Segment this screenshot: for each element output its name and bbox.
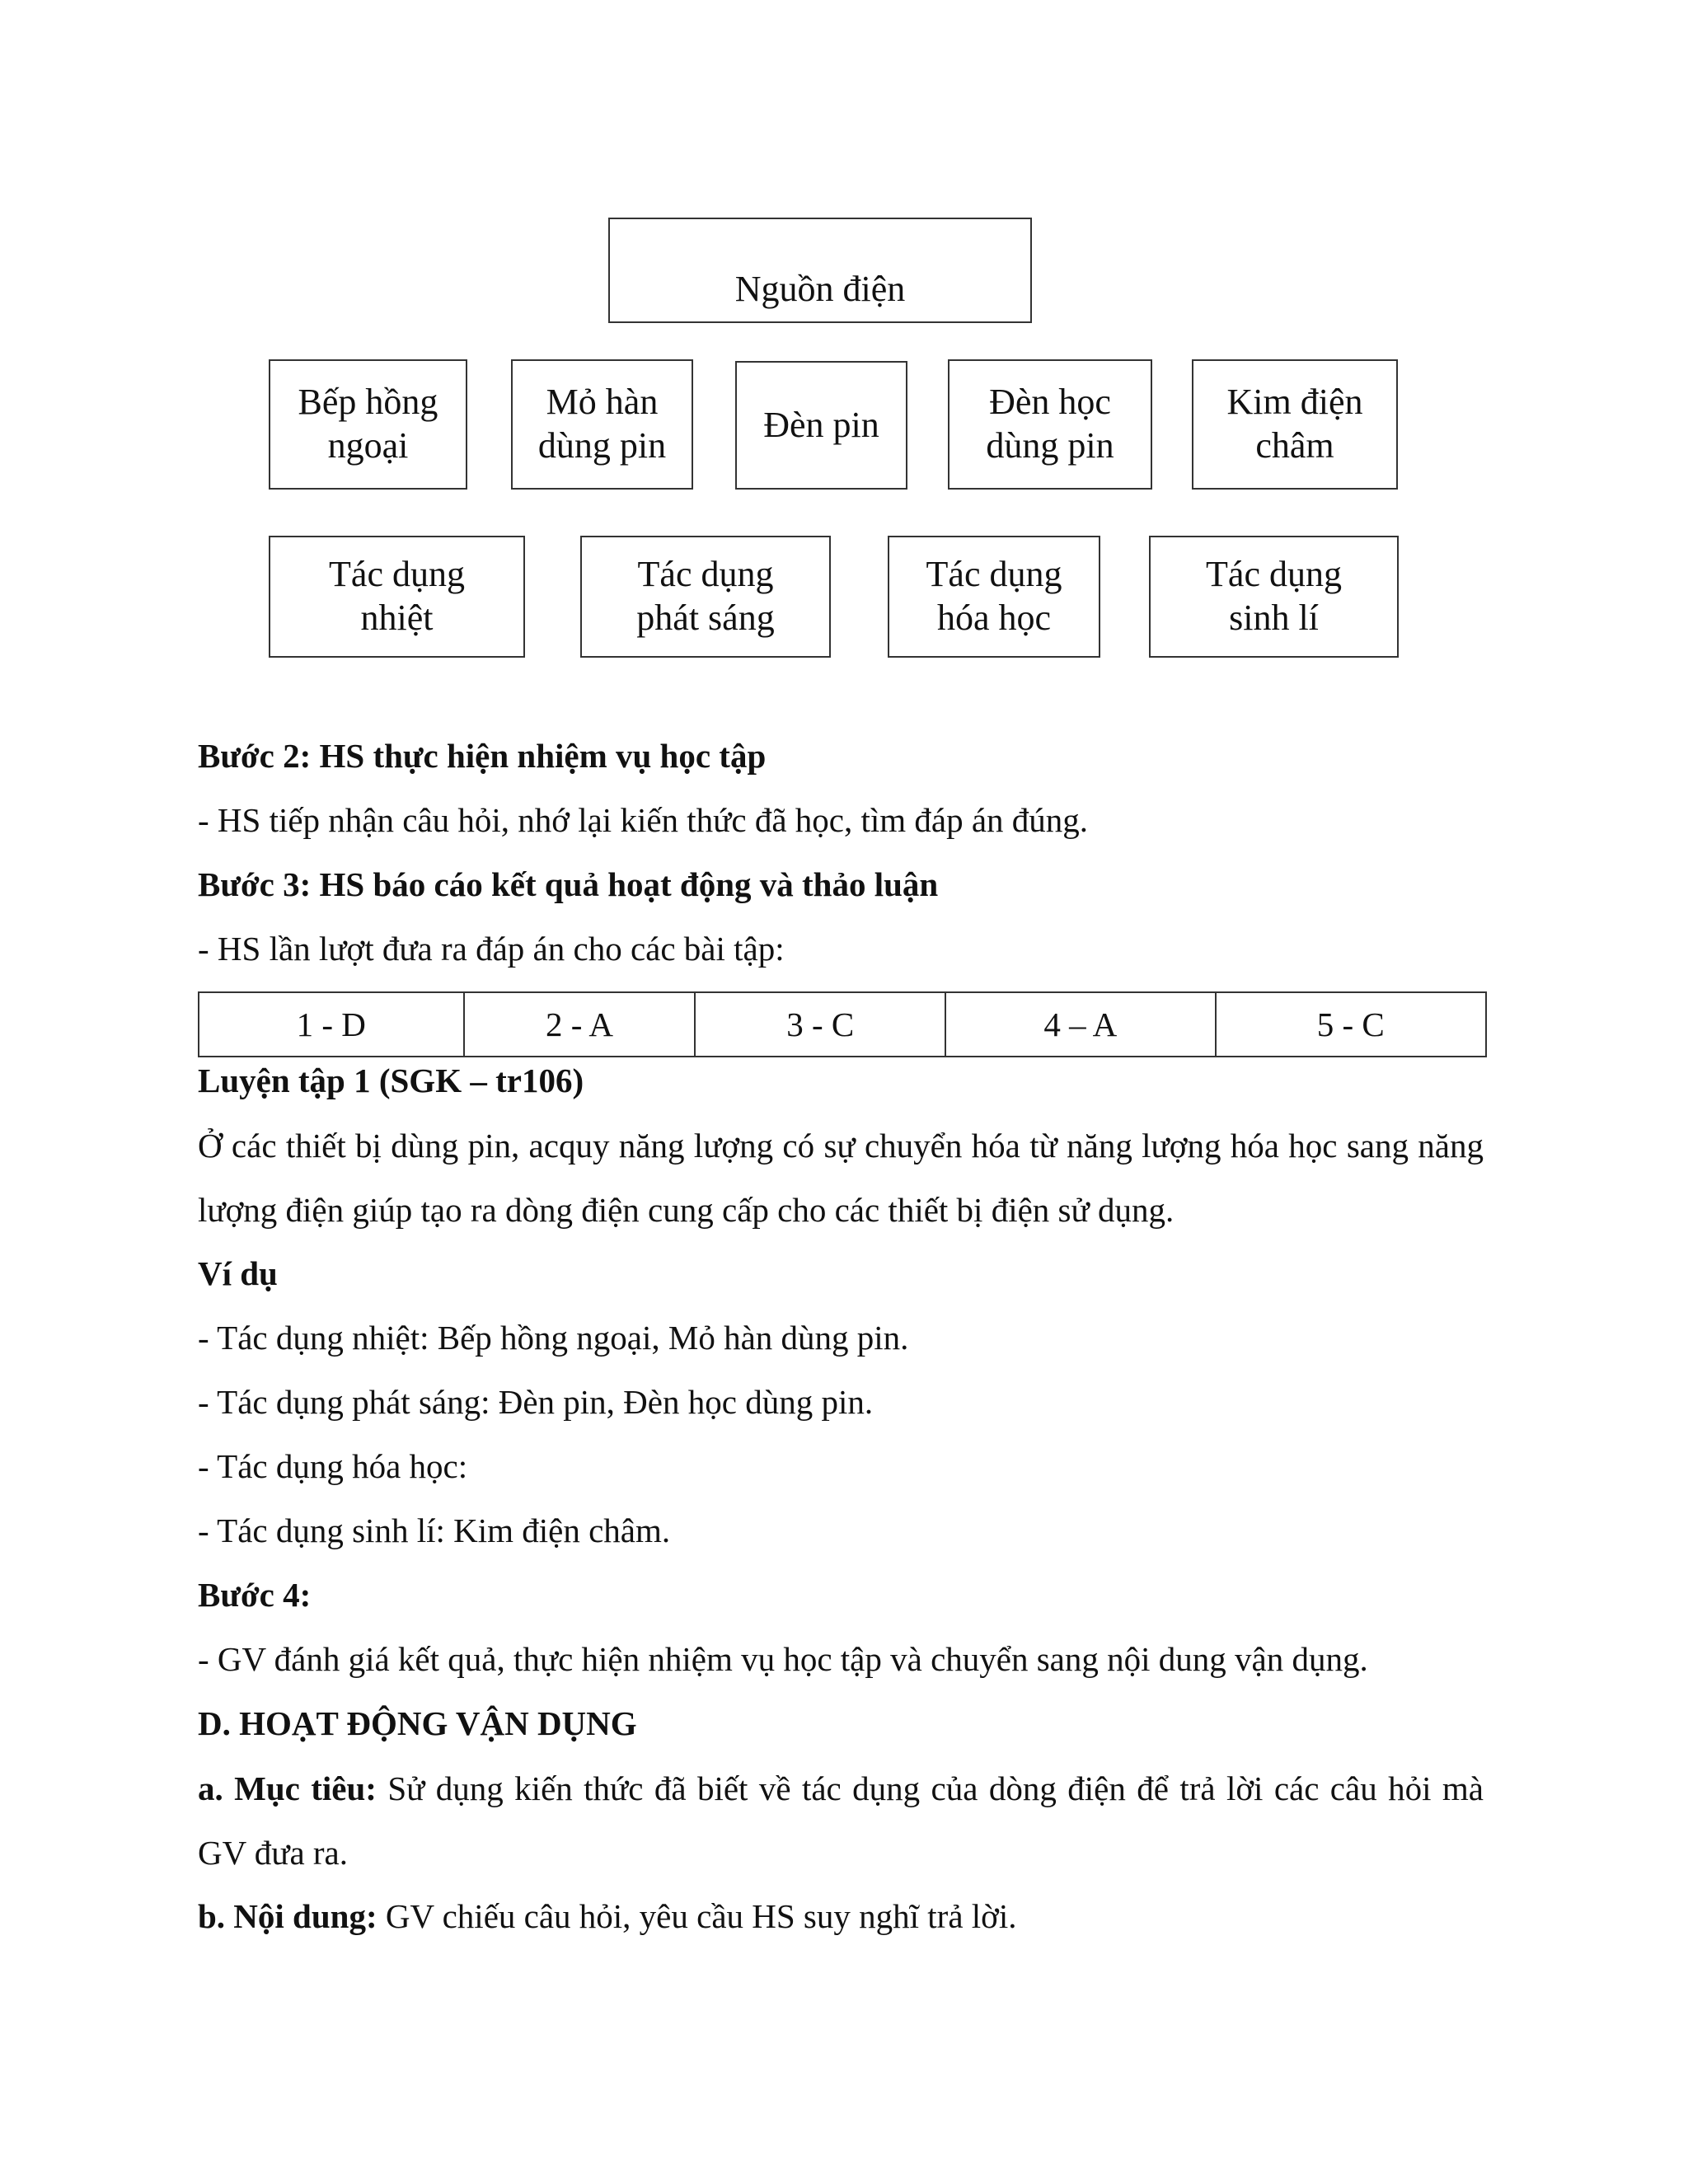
step2-heading: Bước 2: HS thực hiện nhiệm vụ học tập xyxy=(198,737,767,775)
example-item: - Tác dụng sinh lí: Kim điện châm. xyxy=(198,1511,671,1549)
effect-box-thermal: Tác dụng nhiệt xyxy=(269,536,525,658)
answer-cell: 4 – A xyxy=(945,992,1215,1057)
answer-cell: 3 - C xyxy=(695,992,945,1057)
diagram-root-box: Nguồn điện xyxy=(608,218,1032,323)
effect-box-light: Tác dụng phát sáng xyxy=(580,536,831,658)
example-item: - Tác dụng hóa học: xyxy=(198,1447,468,1485)
device-box-infrared-stove: Bếp hồng ngoại xyxy=(269,359,467,490)
example-item: - Tác dụng nhiệt: Bếp hồng ngoại, Mỏ hàn dùng pin. xyxy=(198,1319,909,1357)
step3-heading: Bước 3: HS báo cáo kết quả hoạt động và thảo luận xyxy=(198,865,939,903)
example-heading: Ví dụ xyxy=(198,1254,278,1292)
answer-cell: 1 - D xyxy=(199,992,464,1057)
answer-cell: 5 - C xyxy=(1216,992,1486,1057)
device-box-acupuncture-needle: Kim điện châm xyxy=(1192,359,1398,490)
table-row xyxy=(199,992,1486,1057)
device-box-soldering-iron: Mỏ hàn dùng pin xyxy=(511,359,693,490)
effect-box-chemical: Tác dụng hóa học xyxy=(888,536,1100,658)
content-text: GV chiếu câu hỏi, yêu cầu HS suy nghĩ trả lời. xyxy=(377,1897,1017,1935)
answers-table xyxy=(198,991,1487,1057)
document-body xyxy=(198,0,1484,2184)
answer-cell: 2 - A xyxy=(464,992,696,1057)
goal-text: Sử dụng kiến thức đã biết về tác dụng của dòng điện để trả lời các câu hỏi mà GV đưa ra. xyxy=(198,1769,1484,1872)
practice-heading: Luyện tập 1 (SGK – tr106) xyxy=(198,1062,584,1099)
section-d-goal xyxy=(198,1756,1484,1885)
device-box-flashlight: Đèn pin xyxy=(735,361,907,490)
step4-text: - GV đánh giá kết quả, thực hiện nhiệm vụ học tập và chuyển sang nội dung vận dụng. xyxy=(198,1640,1368,1678)
practice-paragraph: Ở các thiết bị dùng pin, acquy năng lượng có sự chuyển hóa từ năng lượng hóa học sang năng lượng điện giúp tạo ra dòng điện cung cấp cho các thiết bị điện sử dụng. xyxy=(198,1127,1484,1229)
step4-heading: Bước 4: xyxy=(198,1576,312,1614)
step2-text: - HS tiếp nhận câu hỏi, nhớ lại kiến thức đã học, tìm đáp án đúng. xyxy=(198,801,1089,839)
effect-box-physiological: Tác dụng sinh lí xyxy=(1149,536,1399,658)
content-label: b. Nội dung: xyxy=(198,1897,377,1935)
section-d-content xyxy=(198,1896,1484,1937)
device-box-study-lamp: Đèn học dùng pin xyxy=(948,359,1152,490)
step3-text: - HS lần lượt đưa ra đáp án cho các bài tập: xyxy=(198,930,785,968)
goal-label: a. Mục tiêu: xyxy=(198,1769,377,1807)
section-d-heading: D. HOẠT ĐỘNG VẬN DỤNG xyxy=(198,1704,637,1742)
example-item: - Tác dụng phát sáng: Đèn pin, Đèn học dùng pin. xyxy=(198,1383,874,1421)
